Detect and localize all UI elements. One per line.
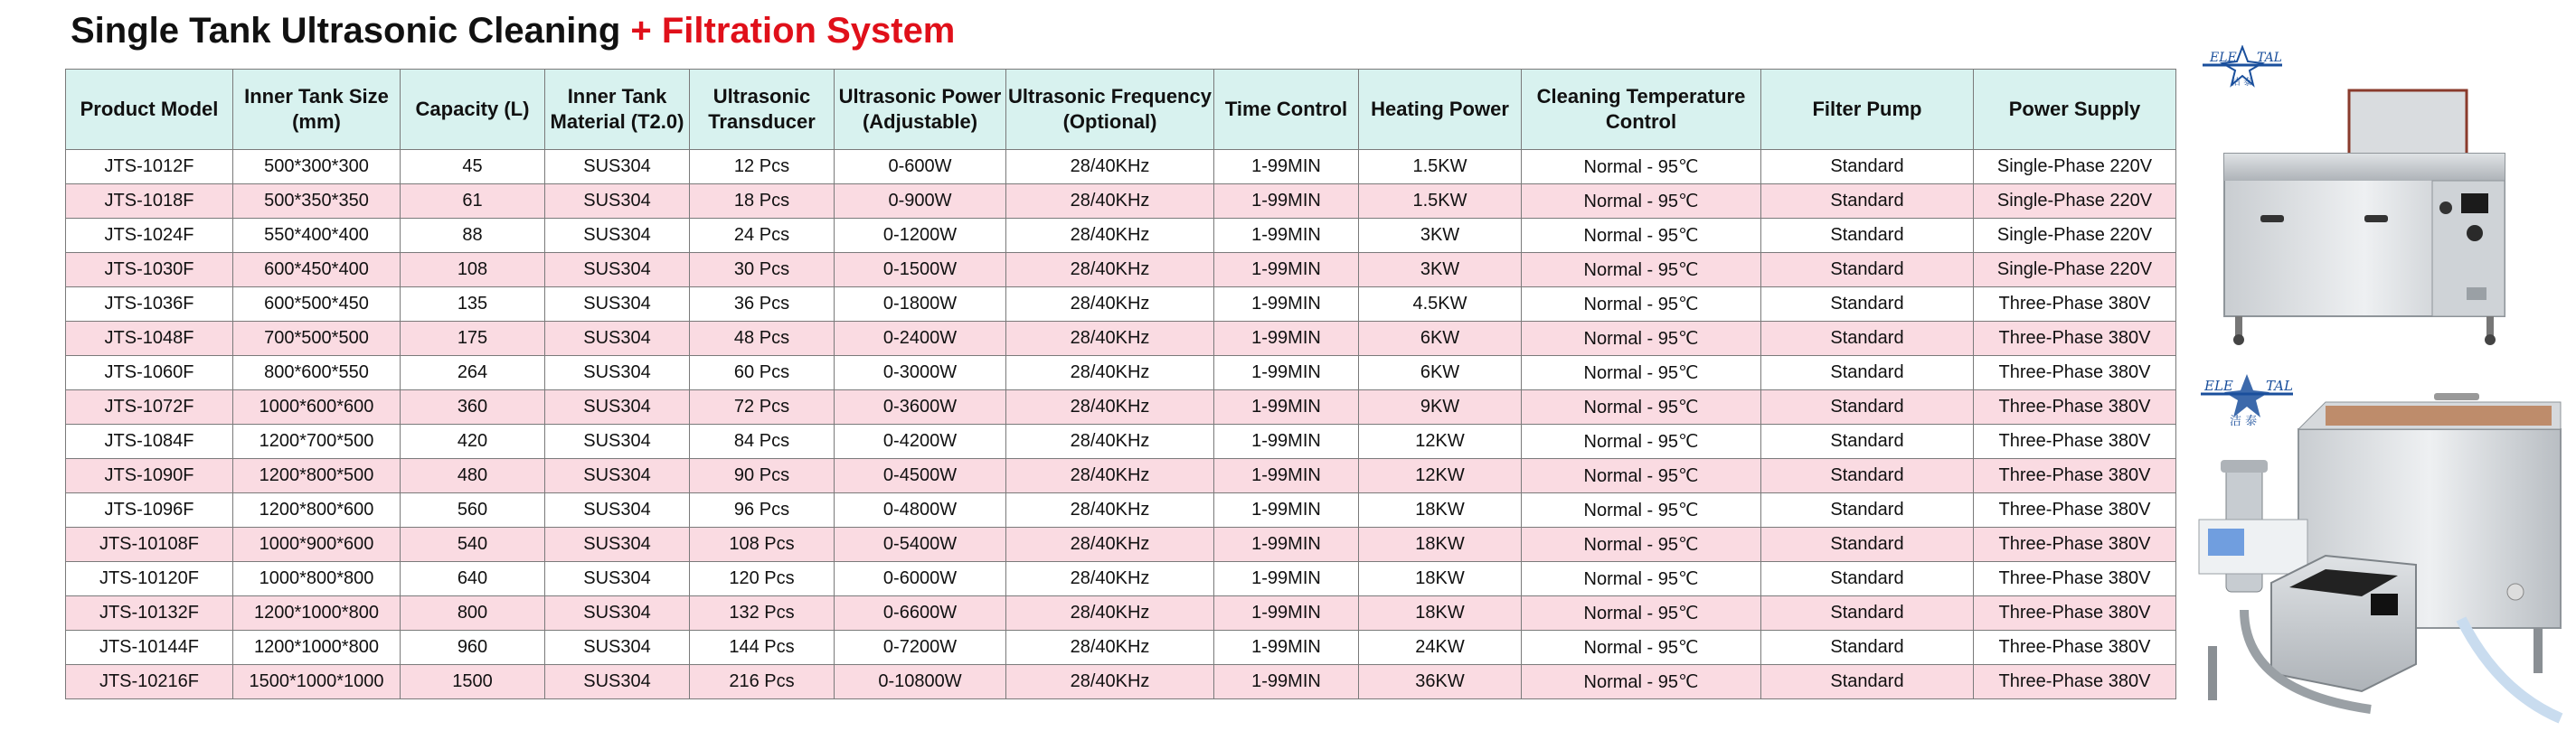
table-cell: SUS304 — [545, 356, 690, 390]
table-cell: 9KW — [1359, 390, 1522, 425]
svg-text:TAL: TAL — [2257, 51, 2282, 65]
table-cell: Three-Phase 380V — [1974, 287, 2176, 322]
table-cell: 0-600W — [835, 150, 1006, 184]
table-cell: 18KW — [1359, 562, 1522, 596]
table-cell: 1200*1000*800 — [233, 631, 401, 665]
table-cell: JTS-1072F — [66, 390, 233, 425]
table-cell: 1000*800*800 — [233, 562, 401, 596]
table-cell: Three-Phase 380V — [1974, 528, 2176, 562]
table-cell: Normal - 95℃ — [1522, 390, 1761, 425]
table-cell: JTS-1024F — [66, 219, 233, 253]
table-cell: 28/40KHz — [1006, 322, 1214, 356]
table-cell: 28/40KHz — [1006, 184, 1214, 219]
column-header: Inner Tank Material (T2.0) — [545, 70, 690, 150]
column-header: Time Control — [1214, 70, 1359, 150]
table-cell: 3KW — [1359, 219, 1522, 253]
table-body — [66, 150, 2176, 699]
table-cell: 18KW — [1359, 493, 1522, 528]
table-cell: 6KW — [1359, 356, 1522, 390]
spec-table — [65, 69, 2176, 699]
table-row — [66, 390, 2176, 425]
table-cell: JTS-1060F — [66, 356, 233, 390]
table-cell: Standard — [1761, 390, 1974, 425]
table-cell: 360 — [401, 390, 545, 425]
table-cell: SUS304 — [545, 493, 690, 528]
table-cell: Standard — [1761, 150, 1974, 184]
table-cell: JTS-1018F — [66, 184, 233, 219]
title-main: Single Tank Ultrasonic Cleaning — [71, 11, 621, 51]
table-cell: 1200*800*500 — [233, 459, 401, 493]
table-cell: Three-Phase 380V — [1974, 356, 2176, 390]
table-cell: Normal - 95℃ — [1522, 562, 1761, 596]
table-cell: 1-99MIN — [1214, 596, 1359, 631]
table-row — [66, 596, 2176, 631]
table-cell: SUS304 — [545, 184, 690, 219]
table-cell: JTS-10108F — [66, 528, 233, 562]
table-cell: 4.5KW — [1359, 287, 1522, 322]
table-cell: 1000*600*600 — [233, 390, 401, 425]
column-header: Capacity (L) — [401, 70, 545, 150]
table-cell: 560 — [401, 493, 545, 528]
table-cell: 0-6600W — [835, 596, 1006, 631]
table-cell: 1-99MIN — [1214, 287, 1359, 322]
table-cell: 24KW — [1359, 631, 1522, 665]
table-cell: Three-Phase 380V — [1974, 631, 2176, 665]
table-cell: 1-99MIN — [1214, 184, 1359, 219]
table-row — [66, 322, 2176, 356]
table-cell: 1-99MIN — [1214, 459, 1359, 493]
table-row — [66, 665, 2176, 699]
table-row — [66, 562, 2176, 596]
table-cell: 28/40KHz — [1006, 493, 1214, 528]
table-cell: 216 Pcs — [690, 665, 835, 699]
table-cell: 0-2400W — [835, 322, 1006, 356]
column-header: Product Model — [66, 70, 233, 150]
table-cell: Standard — [1761, 596, 1974, 631]
table-cell: JTS-10132F — [66, 596, 233, 631]
table-cell: 60 Pcs — [690, 356, 835, 390]
table-cell: 1-99MIN — [1214, 322, 1359, 356]
svg-text:洁 泰: 洁 泰 — [2232, 78, 2253, 88]
table-cell: JTS-1030F — [66, 253, 233, 287]
table-cell: 28/40KHz — [1006, 253, 1214, 287]
column-header: Filter Pump — [1761, 70, 1974, 150]
table-cell: Three-Phase 380V — [1974, 322, 2176, 356]
table-cell: 6KW — [1359, 322, 1522, 356]
table-cell: Normal - 95℃ — [1522, 459, 1761, 493]
table-cell: JTS-1036F — [66, 287, 233, 322]
table-cell: JTS-1012F — [66, 150, 233, 184]
table-cell: 18KW — [1359, 596, 1522, 631]
table-row — [66, 528, 2176, 562]
column-header: Ultrasonic Power (Adjustable) — [835, 70, 1006, 150]
table-cell: 36 Pcs — [690, 287, 835, 322]
table-cell: 1.5KW — [1359, 184, 1522, 219]
table-cell: Normal - 95℃ — [1522, 219, 1761, 253]
table-cell: 550*400*400 — [233, 219, 401, 253]
table-cell: Three-Phase 380V — [1974, 425, 2176, 459]
table-cell: Normal - 95℃ — [1522, 425, 1761, 459]
title-accent: + Filtration System — [630, 11, 956, 51]
table-cell: Three-Phase 380V — [1974, 562, 2176, 596]
table-cell: 480 — [401, 459, 545, 493]
table-cell: 96 Pcs — [690, 493, 835, 528]
table-cell: 0-10800W — [835, 665, 1006, 699]
table-cell: 1-99MIN — [1214, 493, 1359, 528]
svg-text:TAL: TAL — [2266, 378, 2293, 394]
table-cell: Three-Phase 380V — [1974, 459, 2176, 493]
column-header: Cleaning Temperature Control — [1522, 70, 1761, 150]
table-cell: 3KW — [1359, 253, 1522, 287]
table-cell: Normal - 95℃ — [1522, 322, 1761, 356]
table-cell: 1200*700*500 — [233, 425, 401, 459]
table-row — [66, 631, 2176, 665]
table-cell: 175 — [401, 322, 545, 356]
table-cell: SUS304 — [545, 425, 690, 459]
table-row — [66, 219, 2176, 253]
table-header-row — [66, 70, 2176, 150]
table-cell: Standard — [1761, 253, 1974, 287]
table-cell: Standard — [1761, 631, 1974, 665]
table-cell: SUS304 — [545, 253, 690, 287]
table-cell: Single-Phase 220V — [1974, 184, 2176, 219]
table-cell: Normal - 95℃ — [1522, 253, 1761, 287]
table-row — [66, 493, 2176, 528]
table-cell: 84 Pcs — [690, 425, 835, 459]
column-header: Inner Tank Size (mm) — [233, 70, 401, 150]
table-row — [66, 425, 2176, 459]
table-cell: 0-1800W — [835, 287, 1006, 322]
table-cell: 1-99MIN — [1214, 253, 1359, 287]
table-cell: 144 Pcs — [690, 631, 835, 665]
table-cell: Standard — [1761, 459, 1974, 493]
table-cell: Standard — [1761, 425, 1974, 459]
table-cell: Standard — [1761, 219, 1974, 253]
table-cell: 135 — [401, 287, 545, 322]
filtration-system-photo — [2190, 393, 2565, 726]
table-cell: Single-Phase 220V — [1974, 219, 2176, 253]
table-cell: 28/40KHz — [1006, 596, 1214, 631]
table-cell: Standard — [1761, 356, 1974, 390]
svg-text:洁 泰: 洁 泰 — [2230, 415, 2258, 426]
table-cell: 1-99MIN — [1214, 356, 1359, 390]
table-cell: JTS-10120F — [66, 562, 233, 596]
table-cell: 18 Pcs — [690, 184, 835, 219]
table-cell: 600*500*450 — [233, 287, 401, 322]
column-header: Power Supply — [1974, 70, 2176, 150]
table-cell: Three-Phase 380V — [1974, 665, 2176, 699]
table-cell: 28/40KHz — [1006, 425, 1214, 459]
table-cell: 700*500*500 — [233, 322, 401, 356]
table-cell: 500*350*350 — [233, 184, 401, 219]
table-cell: JTS-10216F — [66, 665, 233, 699]
table-cell: Normal - 95℃ — [1522, 356, 1761, 390]
table-cell: 90 Pcs — [690, 459, 835, 493]
table-cell: Standard — [1761, 287, 1974, 322]
table-cell: 1-99MIN — [1214, 562, 1359, 596]
table-cell: Three-Phase 380V — [1974, 390, 2176, 425]
table-cell: 264 — [401, 356, 545, 390]
table-cell: SUS304 — [545, 562, 690, 596]
table-cell: SUS304 — [545, 287, 690, 322]
table-cell: JTS-1048F — [66, 322, 233, 356]
table-cell: 108 — [401, 253, 545, 287]
table-cell: 48 Pcs — [690, 322, 835, 356]
table-cell: 0-4500W — [835, 459, 1006, 493]
table-cell: 800 — [401, 596, 545, 631]
table-cell: Standard — [1761, 528, 1974, 562]
table-cell: 28/40KHz — [1006, 665, 1214, 699]
table-cell: Normal - 95℃ — [1522, 528, 1761, 562]
table-cell: 28/40KHz — [1006, 562, 1214, 596]
table-cell: Normal - 95℃ — [1522, 287, 1761, 322]
table-cell: 0-3600W — [835, 390, 1006, 425]
table-cell: Normal - 95℃ — [1522, 665, 1761, 699]
table-cell: Three-Phase 380V — [1974, 596, 2176, 631]
table-cell: 1200*1000*800 — [233, 596, 401, 631]
table-cell: Standard — [1761, 665, 1974, 699]
table-cell: JTS-1090F — [66, 459, 233, 493]
table-row — [66, 184, 2176, 219]
table-cell: 108 Pcs — [690, 528, 835, 562]
table-cell: 72 Pcs — [690, 390, 835, 425]
table-cell: 28/40KHz — [1006, 528, 1214, 562]
table-cell: SUS304 — [545, 322, 690, 356]
table-cell: 640 — [401, 562, 545, 596]
table-cell: 1200*800*600 — [233, 493, 401, 528]
table-cell: Normal - 95℃ — [1522, 596, 1761, 631]
table-cell: 120 Pcs — [690, 562, 835, 596]
table-cell: 0-1200W — [835, 219, 1006, 253]
table-row — [66, 356, 2176, 390]
table-cell: 28/40KHz — [1006, 287, 1214, 322]
table-cell: Normal - 95℃ — [1522, 493, 1761, 528]
table-cell: Single-Phase 220V — [1974, 253, 2176, 287]
table-cell: 1-99MIN — [1214, 528, 1359, 562]
table-cell: 28/40KHz — [1006, 219, 1214, 253]
table-cell: 28/40KHz — [1006, 459, 1214, 493]
table-cell: Normal - 95℃ — [1522, 631, 1761, 665]
ultrasonic-cleaner-photo — [2215, 81, 2514, 352]
table-cell: 540 — [401, 528, 545, 562]
table-cell: Standard — [1761, 322, 1974, 356]
table-cell: 88 — [401, 219, 545, 253]
table-cell: 960 — [401, 631, 545, 665]
table-cell: SUS304 — [545, 596, 690, 631]
table-cell: 0-6000W — [835, 562, 1006, 596]
table-cell: 28/40KHz — [1006, 356, 1214, 390]
table-cell: 132 Pcs — [690, 596, 835, 631]
table-cell: SUS304 — [545, 150, 690, 184]
table-cell: SUS304 — [545, 631, 690, 665]
table-cell: 1-99MIN — [1214, 425, 1359, 459]
svg-text:ELE: ELE — [2210, 51, 2237, 65]
table-cell: Normal - 95℃ — [1522, 150, 1761, 184]
table-cell: JTS-10144F — [66, 631, 233, 665]
table-cell: 1-99MIN — [1214, 150, 1359, 184]
table-cell: 0-5400W — [835, 528, 1006, 562]
table-cell: SUS304 — [545, 390, 690, 425]
table-cell: 28/40KHz — [1006, 631, 1214, 665]
table-cell: 1500 — [401, 665, 545, 699]
table-cell: 1.5KW — [1359, 150, 1522, 184]
table-cell: 420 — [401, 425, 545, 459]
table-cell: 18KW — [1359, 528, 1522, 562]
table-cell: 0-900W — [835, 184, 1006, 219]
table-cell: Standard — [1761, 493, 1974, 528]
column-header: Ultrasonic Transducer — [690, 70, 835, 150]
table-row — [66, 459, 2176, 493]
table-cell: 600*450*400 — [233, 253, 401, 287]
table-cell: Normal - 95℃ — [1522, 184, 1761, 219]
table-cell: JTS-1084F — [66, 425, 233, 459]
table-cell: 61 — [401, 184, 545, 219]
table-row — [66, 287, 2176, 322]
table-cell: Standard — [1761, 562, 1974, 596]
table-cell: 36KW — [1359, 665, 1522, 699]
table-cell: 1-99MIN — [1214, 631, 1359, 665]
column-header: Ultrasonic Frequency (Optional) — [1006, 70, 1214, 150]
table-cell: 24 Pcs — [690, 219, 835, 253]
table-cell: 12KW — [1359, 425, 1522, 459]
table-cell: Three-Phase 380V — [1974, 493, 2176, 528]
table-row — [66, 150, 2176, 184]
table-cell: SUS304 — [545, 219, 690, 253]
table-cell: Single-Phase 220V — [1974, 150, 2176, 184]
table-cell: 45 — [401, 150, 545, 184]
table-cell: 1-99MIN — [1214, 219, 1359, 253]
table-cell: 28/40KHz — [1006, 150, 1214, 184]
table-cell: 12KW — [1359, 459, 1522, 493]
product-photos — [2188, 36, 2568, 727]
table-cell: 12 Pcs — [690, 150, 835, 184]
table-cell: JTS-1096F — [66, 493, 233, 528]
table-row — [66, 253, 2176, 287]
table-cell: 0-1500W — [835, 253, 1006, 287]
table-cell: 1500*1000*1000 — [233, 665, 401, 699]
table-cell: 1000*900*600 — [233, 528, 401, 562]
table-cell: SUS304 — [545, 528, 690, 562]
table-cell: SUS304 — [545, 459, 690, 493]
table-cell: 0-3000W — [835, 356, 1006, 390]
table-cell: 500*300*300 — [233, 150, 401, 184]
table-cell: Standard — [1761, 184, 1974, 219]
table-cell: SUS304 — [545, 665, 690, 699]
table-cell: 30 Pcs — [690, 253, 835, 287]
table-cell: 800*600*550 — [233, 356, 401, 390]
table-cell: 0-7200W — [835, 631, 1006, 665]
table-cell: 0-4200W — [835, 425, 1006, 459]
table-cell: 1-99MIN — [1214, 665, 1359, 699]
column-header: Heating Power — [1359, 70, 1522, 150]
table-cell: 1-99MIN — [1214, 390, 1359, 425]
page-title — [71, 11, 955, 52]
svg-text:ELE: ELE — [2204, 378, 2233, 394]
table-cell: 28/40KHz — [1006, 390, 1214, 425]
table-cell: 0-4800W — [835, 493, 1006, 528]
